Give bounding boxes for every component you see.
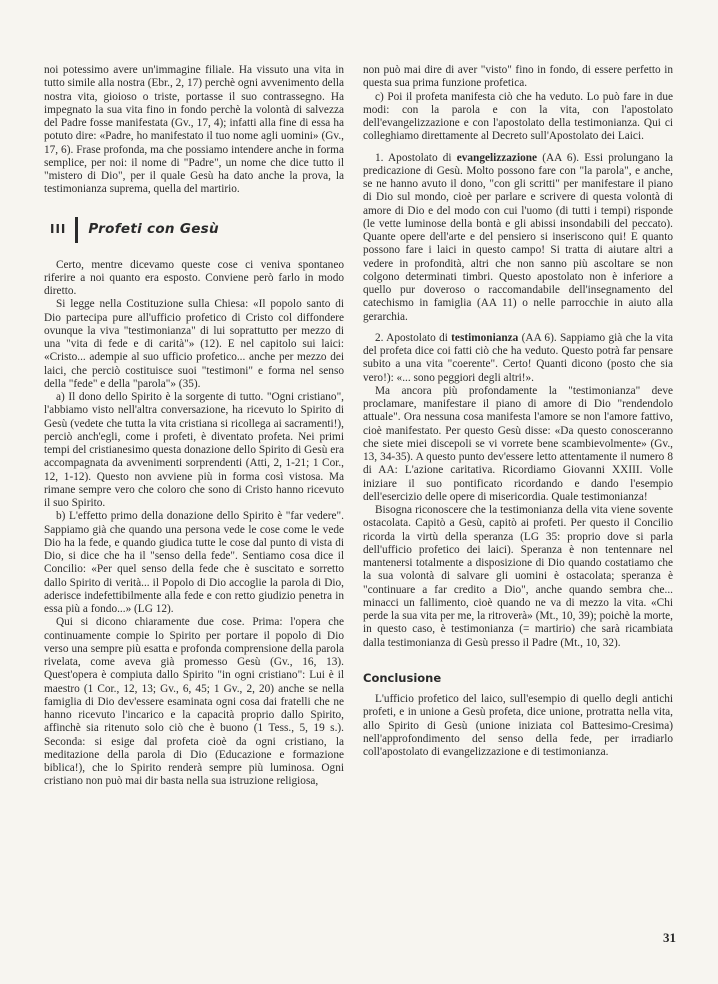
paragraph: b) L'effetto primo della donazione dello Spirito è "far vedere". Sappiamo già che quando una persona vede le cose come le vede Dio ha la fede, e quando giudica tutte le cose dal punto di vista di Dio, si dice che ha il "senso della fede". Sentiamo cosa dice il Concilio: «Per quel senso della fede che è suscitato e sorretto dallo Spirito di verità... il Popolo di Dio accoglie la parola di Dio, aderisce indefettibilmente alla fede e con retto giudizio penetra in essa più a fondo...» (LG 12). (44, 510, 344, 615)
paragraph: c) Poi il profeta manifesta ciò che ha veduto. Lo può fare in due modi: con la parola e con la vita, con l'apostolato dell'evangelizzazione e con l'apostolato della testimonianza. Qui ci colleghiamo direttamente al Decreto sull'Apostolato dei Laici. (363, 90, 673, 143)
section-number: III (50, 221, 67, 236)
paragraph: Si legge nella Costituzione sulla Chiesa: «Il popolo santo di Dio partecipa pure all'ufficio profetico di Cristo col diffondere ovunque la viva "testimonianza" di lui soprattutto per mezzo di una "vita di fede e di carità"» (12). E nel capitolo sui laici: «Cristo... adempie al suo ufficio profetico... anche per mezzo dei laici, che perciò costituisce suoi "testimoni" e forma nel senso della "fede" e della "parola"» (35). (44, 298, 344, 390)
keyword-evangelizzazione: evangelizzazione (456, 151, 538, 164)
paragraph-testimonianza (363, 332, 673, 385)
paragraph: noi potessimo avere un'immagine filiale. Ha vissuto una vita in tutto simile alla nostra (Ebr., 2, 17) perchè ogni avvenimento della nostra vita, gioioso o triste, portasse il suo contrassegno. Ha impegnato la sua vita fino in fondo perchè la volontà di salvezza del Padre fosse manifestata (Gv., 17, 4); infatti alla fine di essa ha potuto dire: «Padre, ho manifestato il tuo nome agli uomini» (Gv., 17, 6). Frase profonda, ma che possiamo intendere anche in forma semplice, per noi: il nome di "Padre", un nome che dice tutto il "mistero di Dio", per il quale Gesù ha dato anche la prova, la testimonianza suprema, quella del martirio. (44, 64, 344, 196)
paragraph-prefix: 2. Apostolato di (375, 331, 452, 344)
paragraph-rest: (AA 6). Sappiamo già che la vita del profeta dice coi fatti ciò che ha veduto. Questo potrà far pensare subito a una vita "coerente". Certo! Quanti dicono (posto che sia vero!): «... sono peggiori degli altri!». (363, 331, 673, 384)
paragraph: non può mai dire di aver "visto" fino in fondo, di essere perfetto in questa sua prima funzione profetica. (363, 64, 673, 90)
page-number: 31 (663, 930, 676, 945)
paragraph: Ma ancora più profondamente la "testimonianza" deve proclamare, manifestare il piano di amore di Dio "rendendolo attuale". Ora nessuna cosa manifesta l'amore se non l'amore fattivo, cioè manifestato. Per questo Gesù disse: «Da questo conosceranno che siete miei discepoli se vi vorrete bene scambievolmente» (Gv., 13, 34-35). A questo punto dev'essere letto attentamente il numero 8 di AA: L'azione caritativa. Ricordiamo Giovanni XXIII. Volle iniziare il suo pontificato ricordando e dando l'esempio dell'esercizio delle opere di misericordia. Quale testimonianza! (363, 384, 673, 503)
paragraph: Certo, mentre dicevamo queste cose ci veniva spontaneo riferire a noi quanto era esposto. Conviene però farlo in modo diretto. (44, 258, 344, 297)
section-divider-bar (75, 217, 78, 243)
paragraph: L'ufficio profetico del laico, sull'esempio di quello degli antichi profeti, e in unione a Gesù profeta, dice unione, protratta nella vita, allo Spirito di Gesù (unione iniziata col Battesimo-Cresima) nell'approfondimento del senso della fede, per irradiarlo coll'apostolato di evangelizzazione e di testimonianza. (363, 693, 673, 758)
paragraph: Qui si dicono chiaramente due cose. Prima: l'opera che continuamente compie lo Spirito per portare il popolo di Dio verso una sempre più esatta e profonda comprensione della parola rivelata, come aveva già promesso Gesù (Gv., 16, 13). Quest'opera è compiuta dallo Spirito "in ogni cristiano": Lui è il maestro (1 Cor., 12, 13; Gv., 6, 45; 1 Gv., 2, 20) anche se nella famiglia di Dio dev'essere esaminata ogni cosa dai fratelli che ne hanno ricevuto l'incarico e la capacità proprio dallo Spirito, affinchè sia ritenuto solo ciò che è buono (1 Tess., 5, 19 s.). Seconda: si esige dal profeta cioè da ogni cristiano, la meditazione della parola di Dio (Educazione e formazione biblica!), che lo Spirito renderà sempre più luminosa. Ogni cristiano non può mai dir basta nella sua istruzione religiosa, (44, 616, 344, 788)
left-column (44, 64, 344, 789)
paragraph-prefix: 1. Apostolato di (375, 151, 457, 164)
section-heading (44, 217, 344, 243)
conclusion-heading: Conclusione (363, 670, 442, 685)
section-title: Profeti con Gesù (88, 220, 219, 237)
right-column (363, 64, 673, 759)
paragraph: a) Il dono dello Spirito è la sorgente di tutto. "Ogni cristiano", l'abbiamo visto nell'altra conversazione, ha ricevuto lo Spirito di Gesù (vedete che tutta la vita cristiana si ricollega ai sacramenti!), perciò anch'egli, come i profeti, è diventato profeta. Nei primi tempi del cristianesimo questa donazione dello Spirito di Gesù era accompagnata da avvenimenti sorprendenti (Atti, 2, 1-21; 1 Cor., 12, 1-12). Questo non avviene più in forma così vistosa. Ma rimane sempre vero che coloro che sono di Cristo hanno ricevuto il suo Spirito. (44, 391, 344, 509)
keyword-testimonianza: testimonianza (451, 331, 519, 344)
paragraph: Bisogna riconoscere che la testimonianza della vita viene sovente ostacolata. Capitò a Gesù, capitò ai profeti. Per questo il Concilio ricorda la virtù della speranza (LG 35: proprio dove si parla dell'ufficio profetico dei laici). Speranza è non tentennare nel mantenersi totalmente a disposizione di Dio quando costatiamo che la sua volontà di salvare gli uomini è ostacolata; speranza è "continuare a far credito a Dio", anche quando sembra che... minacci un fallimento, cioè quando ne va di mezzo la vita. «Chi perde la sua vita per me, la ritroverà» (Mt., 10, 39); poichè la morte, in questo caso, è testimonianza (= martirio) che sarà ricambiata dalla testimonianza di Gesù presso il Padre (Mt., 10, 32). (363, 504, 673, 649)
paragraph-evangelizzazione (363, 152, 673, 324)
paragraph-rest: (AA 6). Essi prolungano la predicazione di Gesù. Molto possono fare con "la parola", e anche, se ne hanno avuto il dono, "con gli scritti" per manifestare il piano di Dio sul mondo, cioè per parlare e scrivere di questa volontà di amore di Dio e del modo con cui l'uomo (di tutti i tempi) risponde (le vette luminose della bontà e gli abissi insondabili del peccato). Quante opere dell'arte e del pensiero si inseriscono qui! E quanto possono fare i laici in questo campo! Si tratta di aiutare altri a vedere in profondità, altri che non sanno più ascoltare se non colgono determinati timbri. Questo apostolato non è inferiore a quello pur doveroso o raccomandabile dell'insegnamento del catechismo in famiglia (AA 11) o nelle parrocchie in aiuto alla gerarchia. (363, 151, 673, 323)
